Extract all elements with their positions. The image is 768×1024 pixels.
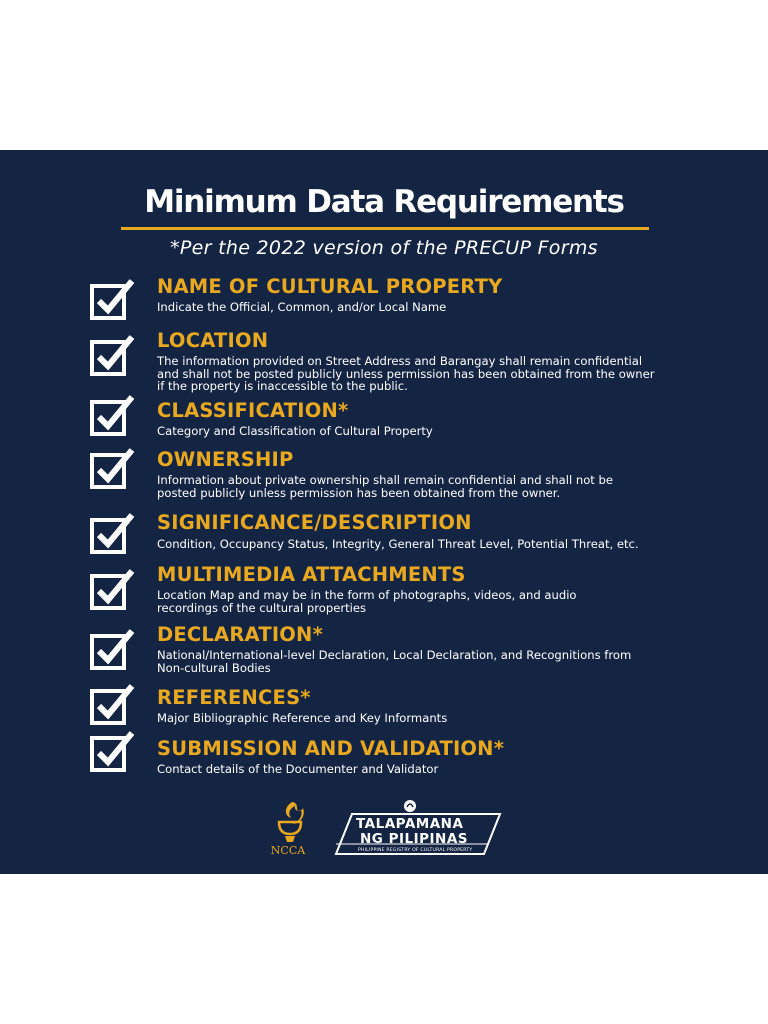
requirement-description: Location Map and may be in the form of photographs, videos, and audio recordings of the cultural properties: [157, 588, 577, 615]
requirement-description: Major Bibliographic Reference and Key Informants: [157, 711, 448, 725]
requirement-heading: REFERENCES*: [157, 686, 311, 709]
checkbox-checked-icon: [90, 566, 136, 610]
page-title: Minimum Data Requirements: [144, 184, 624, 220]
subtitle: *Per the 2022 version of the PRECUP Forms: [170, 237, 598, 259]
checkbox-checked-icon: [90, 332, 136, 376]
requirement-description: Indicate the Official, Common, and/or Local Name: [157, 300, 447, 314]
requirement-description: The information provided on Street Address and Barangay shall remain confidential and shall not be posted publicly unless permission has been obtained from the owner if the property is inaccessible to the public.: [157, 354, 655, 393]
requirement-heading: NAME OF CULTURAL PROPERTY: [157, 275, 503, 298]
requirement-heading: SIGNIFICANCE/DESCRIPTION: [157, 511, 472, 534]
checkbox-checked-icon: [90, 510, 136, 554]
requirement-description: National/International-level Declaration, Local Declaration, and Recognitions from Non-cultural Bodies: [157, 648, 632, 675]
checkbox-checked-icon: [90, 626, 136, 670]
requirement-heading: OWNERSHIP: [157, 448, 294, 471]
requirement-heading: MULTIMEDIA ATTACHMENTS: [157, 563, 466, 586]
requirement-heading: DECLARATION*: [157, 623, 323, 646]
talapamana-logo: [328, 800, 504, 856]
talapamana-subtitle: PHILIPPINE REGISTRY OF CULTURAL PROPERTY: [358, 848, 473, 853]
talapamana-line1: TALAPAMANA: [356, 816, 464, 832]
checkbox-checked-icon: [90, 445, 136, 489]
requirement-description: Contact details of the Documenter and Validator: [157, 762, 439, 776]
talapamana-line2: NG PILIPINAS: [360, 831, 469, 847]
checkbox-checked-icon: [90, 392, 136, 436]
ncca-logo-text: NCCA: [270, 844, 306, 857]
requirement-description: Information about private ownership shall remain confidential and shall not be posted publicly unless permission has been obtained from the owner.: [157, 473, 614, 500]
requirement-heading: CLASSIFICATION*: [157, 399, 349, 422]
checkbox-checked-icon: [90, 276, 136, 320]
requirement-description: Category and Classification of Cultural Property: [157, 424, 433, 438]
requirement-description: Condition, Occupancy Status, Integrity, General Threat Level, Potential Threat, etc.: [157, 537, 639, 551]
footer-logos: [0, 792, 768, 862]
checkbox-checked-icon: [90, 681, 136, 725]
checkbox-checked-icon: [90, 728, 136, 772]
requirement-heading: LOCATION: [157, 329, 269, 352]
requirement-heading: SUBMISSION AND VALIDATION*: [157, 737, 505, 760]
title-underline: [121, 227, 649, 230]
